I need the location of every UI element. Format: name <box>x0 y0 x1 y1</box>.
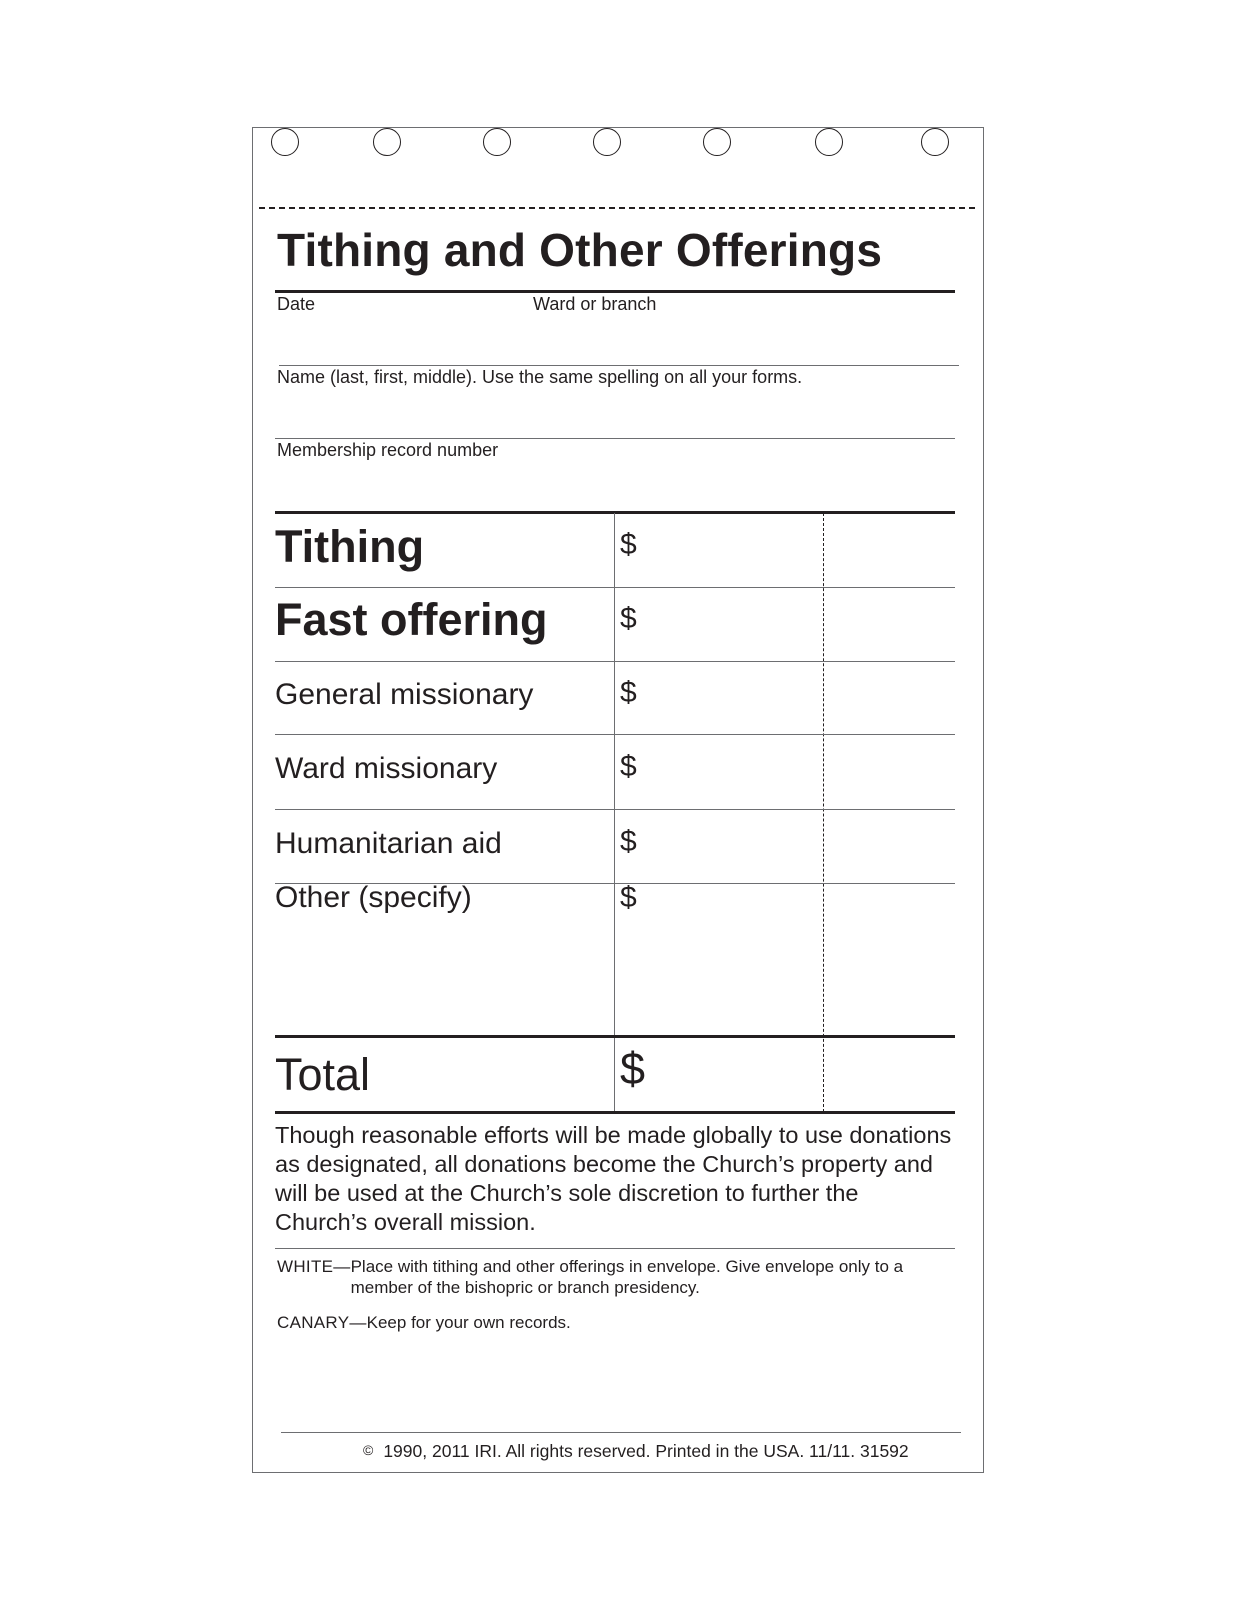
copyright-line <box>363 1441 909 1462</box>
copyright-text: 1990, 2011 IRI. All rights reserved. Printed in the USA. 11/11. 31592 <box>383 1441 909 1461</box>
disclaimer-text: Though reasonable efforts will be made globally to use donations as designated, all donations become the Church’s property and will be used at the Church’s sole discretion to further the Church’s overall mission. <box>275 1122 952 1235</box>
binder-hole-1 <box>271 128 299 156</box>
footer-rule <box>281 1432 961 1433</box>
row-label-general-missionary: General missionary <box>275 678 534 711</box>
row-dollar-total: $ <box>620 1043 646 1094</box>
total-top-rule <box>275 1035 955 1038</box>
donation-slip <box>252 127 984 1473</box>
row-label-other: Other (specify) <box>275 881 472 914</box>
canary-copy-lead: CANARY— <box>277 1313 367 1332</box>
date-ward-line[interactable] <box>279 365 959 366</box>
binder-hole-5 <box>703 128 731 156</box>
table-top-rule <box>275 511 955 514</box>
dollars-cents-divider <box>823 513 824 1112</box>
copyright-symbol: © <box>363 1442 374 1458</box>
row-dollar-general-missionary: $ <box>620 676 637 709</box>
binder-hole-4 <box>593 128 621 156</box>
row-label-tithing: Tithing <box>275 521 425 572</box>
row-dollar-other: $ <box>620 881 637 914</box>
disclaimer-rule <box>275 1248 955 1249</box>
perforation-line <box>259 207 975 209</box>
canary-copy-text: Keep for your own records. <box>366 1313 571 1332</box>
binder-hole-6 <box>815 128 843 156</box>
date-label: Date <box>277 294 316 314</box>
row-label-total: Total <box>275 1049 371 1100</box>
row-rule-4 <box>275 809 955 810</box>
row-dollar-tithing: $ <box>620 528 637 561</box>
name-label: Name (last, first, middle). Use the same spelling on all your forms. <box>277 367 803 387</box>
white-copy-text: Place with tithing and other offerings in envelope. Give envelope only to a member of the bishopric or branch presidency. <box>350 1257 904 1297</box>
name-line[interactable] <box>275 438 955 439</box>
title-rule <box>275 290 955 293</box>
total-bottom-rule <box>275 1111 955 1114</box>
form-title: Tithing and Other Offerings <box>277 224 883 276</box>
membership-label: Membership record number <box>277 440 499 460</box>
row-label-ward-missionary: Ward missionary <box>275 752 498 785</box>
row-rule-1 <box>275 587 955 588</box>
white-copy-note <box>277 1256 955 1298</box>
white-copy-lead: WHITE— <box>277 1257 351 1276</box>
binder-hole-2 <box>373 128 401 156</box>
label-amount-divider <box>614 513 615 1112</box>
row-dollar-fast-offering: $ <box>620 602 637 635</box>
ward-label: Ward or branch <box>533 294 657 314</box>
canary-copy-note <box>277 1312 955 1333</box>
binder-hole-7 <box>921 128 949 156</box>
row-dollar-ward-missionary: $ <box>620 750 637 783</box>
row-dollar-humanitarian-aid: $ <box>620 825 637 858</box>
row-label-fast-offering: Fast offering <box>275 594 548 645</box>
binder-hole-3 <box>483 128 511 156</box>
row-label-humanitarian-aid: Humanitarian aid <box>275 827 502 860</box>
row-rule-3 <box>275 734 955 735</box>
row-rule-2 <box>275 661 955 662</box>
